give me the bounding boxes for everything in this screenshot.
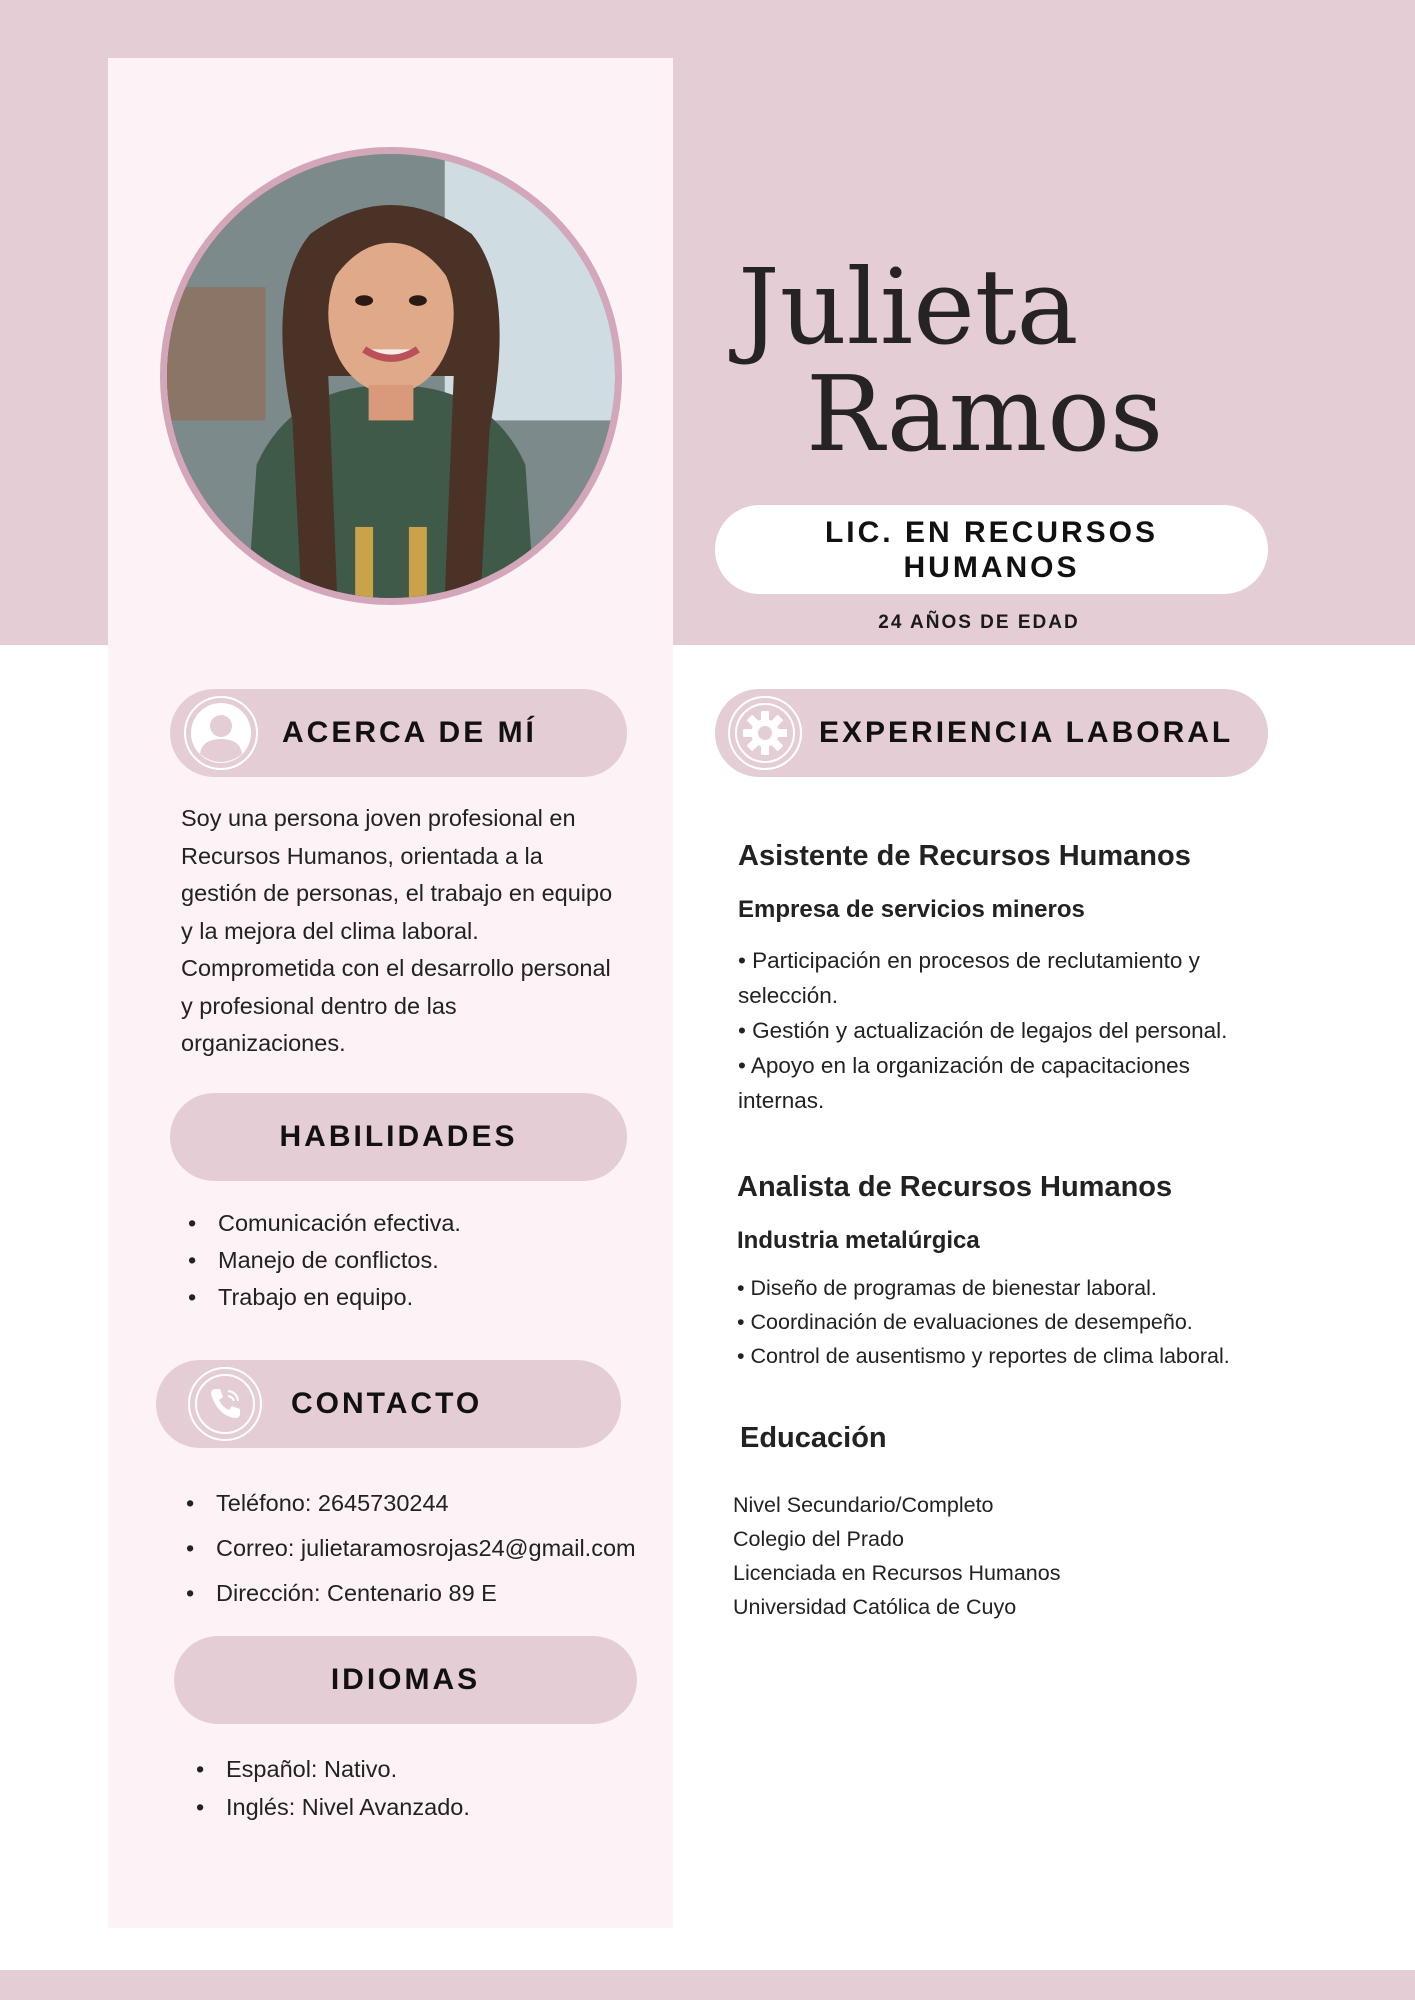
list-item: • Inglés: Nivel Avanzado. xyxy=(192,1788,470,1826)
job-duties xyxy=(738,943,1278,1118)
professional-title xyxy=(715,505,1268,594)
about-heading: ACERCA DE MÍ xyxy=(282,716,537,749)
footer-band xyxy=(0,1970,1415,2000)
last-name: Ramos xyxy=(806,353,1164,475)
professional-title-text: LIC. EN RECURSOS HUMANOS xyxy=(824,515,1159,584)
list-item: • Español: Nativo. xyxy=(192,1750,470,1788)
skills-heading: HABILIDADES xyxy=(279,1120,518,1153)
experience-heading: EXPERIENCIA LABORAL xyxy=(819,716,1234,749)
phone-icon xyxy=(188,1367,262,1441)
job-duty: • Apoyo en la organización de capacitaciones internas. xyxy=(738,1053,1190,1113)
education-line: Universidad Católica de Cuyo xyxy=(733,1595,1017,1619)
languages-list xyxy=(192,1750,470,1826)
first-name: Julieta xyxy=(738,246,1079,368)
list-item: • Comunicación efectiva. xyxy=(184,1205,461,1242)
job-duty: • Control de ausentismo y reportes de clima laboral. xyxy=(737,1344,1230,1368)
job-company: Empresa de servicios mineros xyxy=(738,896,1085,923)
contact-list xyxy=(182,1481,636,1616)
job-duty: • Participación en procesos de reclutamiento y selección. xyxy=(738,948,1200,1008)
job-duty: • Coordinación de evaluaciones de desempeño. xyxy=(737,1310,1193,1334)
job-duty: • Gestión y actualización de legajos del personal. xyxy=(738,1018,1228,1043)
education-line: Colegio del Prado xyxy=(733,1527,904,1551)
education-heading: Educación xyxy=(740,1422,887,1454)
contact-phone: • Teléfono: 2645730244 xyxy=(182,1481,636,1526)
list-item: • Manejo de conflictos. xyxy=(184,1242,461,1279)
skills-section-header xyxy=(170,1093,627,1181)
job-title: Asistente de Recursos Humanos xyxy=(738,840,1191,872)
education-line: Nivel Secundario/Completo xyxy=(733,1493,994,1517)
languages-section-header xyxy=(174,1636,637,1724)
gear-icon xyxy=(728,696,802,770)
job-company: Industria metalúrgica xyxy=(737,1227,980,1254)
profile-photo xyxy=(160,147,622,605)
about-text: Soy una persona joven profesional en Recursos Humanos, orientada a la gestión de personas, el trabajo en equipo y la mejora del clima laboral. Comprometida con el desarrollo personal y profesional dentro de las organizaciones. xyxy=(181,805,613,1056)
job-duty: • Diseño de programas de bienestar laboral. xyxy=(737,1276,1157,1300)
age-label: 24 AÑOS DE EDAD xyxy=(878,612,1080,633)
list-item: • Trabajo en equipo. xyxy=(184,1279,461,1316)
skills-list xyxy=(184,1205,461,1316)
user-icon xyxy=(184,696,258,770)
job-duties xyxy=(737,1271,1297,1373)
languages-heading: IDIOMAS xyxy=(330,1663,481,1696)
contact-heading: CONTACTO xyxy=(291,1387,483,1420)
contact-email: • Correo: julietaramosrojas24@gmail.com xyxy=(182,1526,636,1571)
experience-section-header xyxy=(715,689,1268,777)
about-section-header xyxy=(170,689,627,777)
education-list xyxy=(733,1488,1060,1624)
job-title: Analista de Recursos Humanos xyxy=(737,1171,1173,1203)
education-line: Licenciada en Recursos Humanos xyxy=(733,1561,1061,1585)
contact-section-header xyxy=(156,1360,621,1448)
contact-address: • Dirección: Centenario 89 E xyxy=(182,1571,636,1616)
